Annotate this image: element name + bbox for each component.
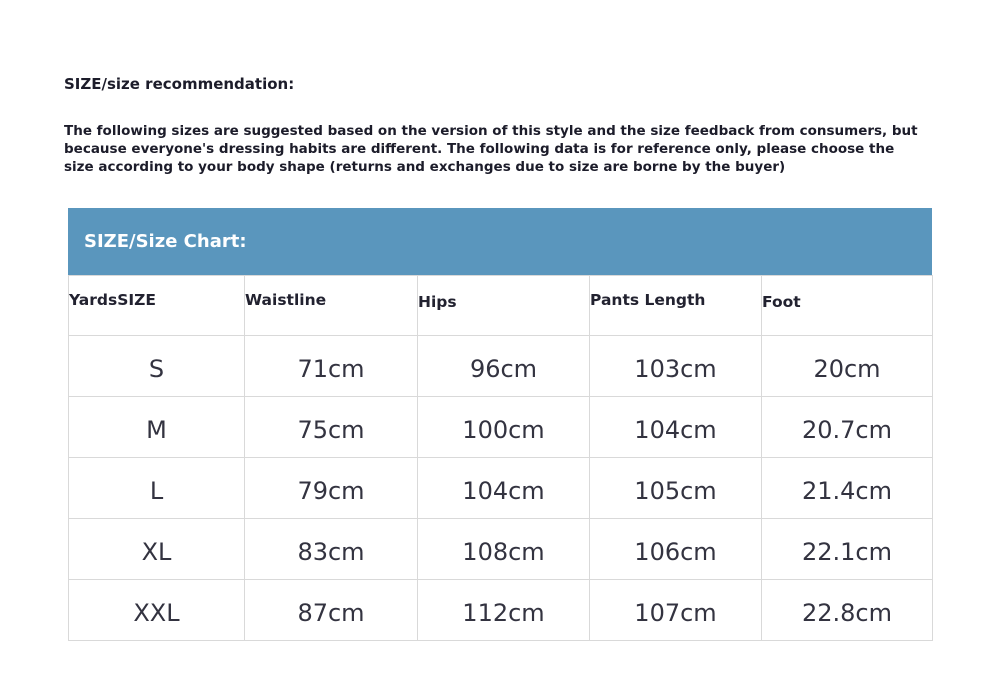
size-table [68,275,933,641]
foot-cell: 22.1cm [762,519,933,580]
size-chart-title: SIZE/Size Chart: [84,231,247,252]
foot-cell: 21.4cm [762,458,933,519]
size-cell: L [69,458,245,519]
waistline-cell: 83cm [245,519,418,580]
page-heading: SIZE/size recommendation: [64,75,295,93]
hips-cell: 108cm [418,519,590,580]
hips-cell: 96cm [418,336,590,397]
table-row [69,458,933,519]
size-cell: XL [69,519,245,580]
table-row [69,519,933,580]
size-chart [68,208,932,641]
waistline-cell: 75cm [245,397,418,458]
pants-length-cell: 103cm [590,336,762,397]
size-cell: S [69,336,245,397]
column-header-waistline: Waistline [245,276,418,336]
pants-length-cell: 106cm [590,519,762,580]
column-header-foot: Foot [762,276,933,336]
foot-cell: 20.7cm [762,397,933,458]
size-chart-banner [68,208,932,275]
waistline-cell: 87cm [245,580,418,641]
size-description: The following sizes are suggested based on the version of this style and the size feedback from consumers, but because everyone's dressing habits are different. The following data is for reference only, please choose the size according to your body shape (returns and exchanges due to size are borne by the buyer) [64,123,918,175]
pants-length-cell: 105cm [590,458,762,519]
table-row [69,580,933,641]
hips-cell: 100cm [418,397,590,458]
table-row [69,336,933,397]
waistline-cell: 79cm [245,458,418,519]
foot-cell: 20cm [762,336,933,397]
pants-length-cell: 107cm [590,580,762,641]
size-cell: M [69,397,245,458]
table-row [69,397,933,458]
hips-cell: 104cm [418,458,590,519]
column-header-size: YardsSIZE [69,276,245,336]
table-header-row [69,276,933,336]
waistline-cell: 71cm [245,336,418,397]
hips-cell: 112cm [418,580,590,641]
column-header-hips: Hips [418,276,590,336]
column-header-pants-length: Pants Length [590,276,762,336]
pants-length-cell: 104cm [590,397,762,458]
size-cell: XXL [69,580,245,641]
foot-cell: 22.8cm [762,580,933,641]
